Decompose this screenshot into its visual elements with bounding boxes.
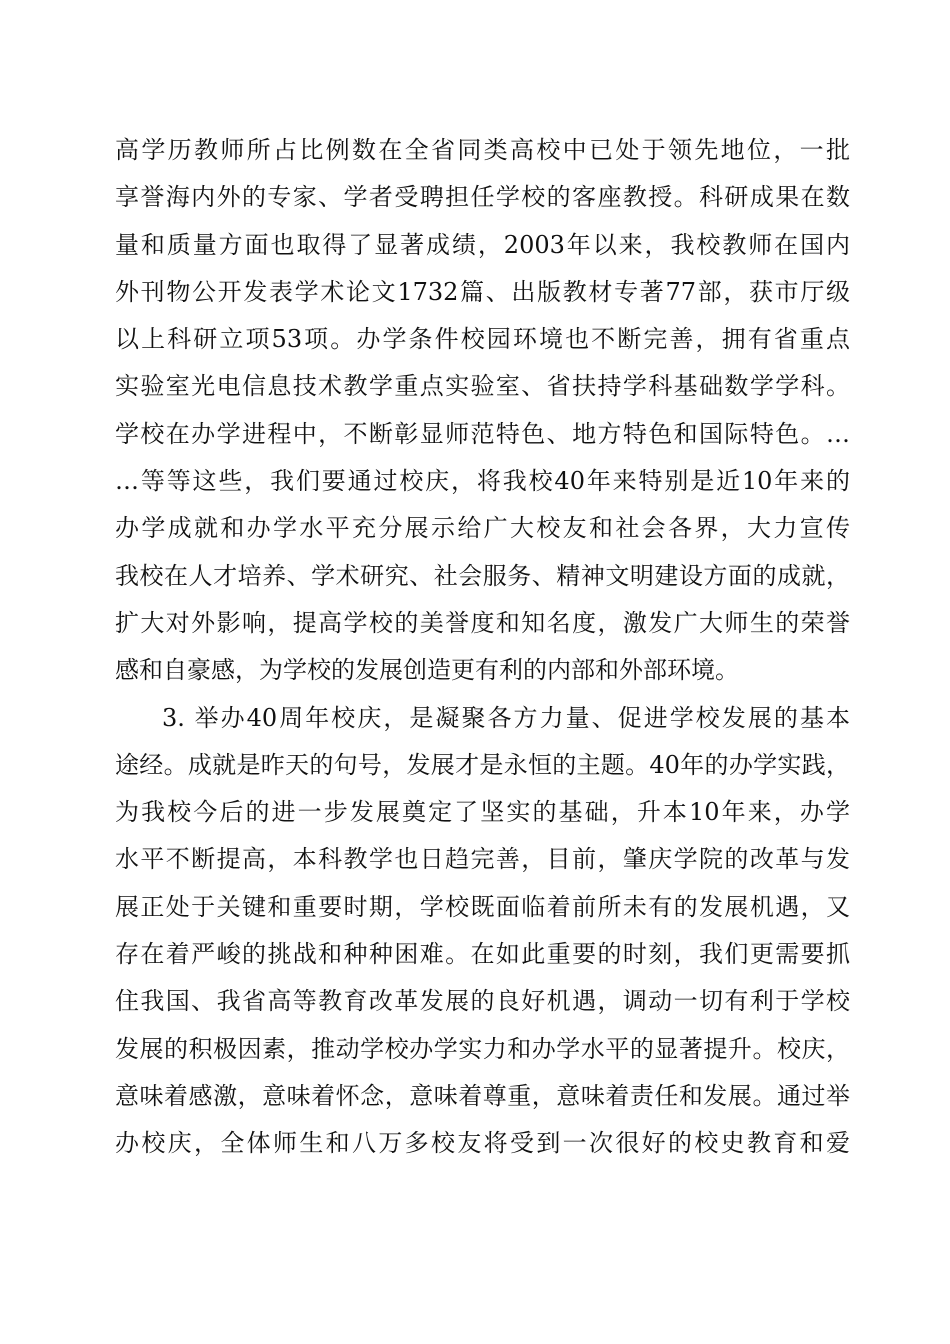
- text-line: 感和自豪感，为学校的发展创造更有利的内部和外部环境。: [115, 656, 739, 685]
- text-line: 存在着严峻的挑战和种种困难。在如此重要的时刻，我们更需要抓: [115, 940, 850, 969]
- text-line: 办学成就和办学水平充分展示给广大校友和社会各界，大力宣传: [115, 514, 850, 543]
- text-line: 实验室光电信息技术教学重点实验室、省扶持学科基础数学学科。: [115, 372, 850, 401]
- section-heading-line: 3. 举办40周年校庆，是凝聚各方力量、促进学校发展的基本: [162, 703, 850, 732]
- text-line: 水平不断提高，本科教学也日趋完善，目前，肇庆学院的改革与发: [115, 845, 850, 874]
- text-line: 途经。成就是昨天的句号，发展才是永恒的主题。40年的办学实践，: [115, 750, 850, 779]
- text-line: 意味着感激，意味着怀念，意味着尊重，意味着责任和发展。通过举: [115, 1081, 850, 1110]
- text-line: 以上科研立项53项。办学条件校园环境也不断完善，拥有省重点: [115, 325, 850, 354]
- text-line: 扩大对外影响，提高学校的美誉度和知名度，激发广大师生的荣誉: [115, 608, 850, 637]
- text-line: 住我国、我省高等教育改革发展的良好机遇，调动一切有利于学校: [115, 987, 850, 1016]
- text-line: 高学历教师所占比例数在全省同类高校中已处于领先地位，一批: [115, 136, 850, 164]
- text-line: 为我校今后的进一步发展奠定了坚实的基础，升本10年来，办学: [115, 798, 850, 827]
- text-line: 外刊物公开发表学术论文1732篇、出版教材专著77部，获市厅级: [115, 277, 850, 306]
- text-line: 学校在办学进程中，不断彰显师范特色、地方特色和国际特色。…: [115, 419, 850, 448]
- text-line: 发展的积极因素，推动学校办学实力和办学水平的显著提升。校庆，: [115, 1034, 850, 1063]
- text-line: 展正处于关键和重要时期，学校既面临着前所未有的发展机遇，又: [115, 892, 850, 921]
- text-line: 量和质量方面也取得了显著成绩，2003年以来，我校教师在国内: [115, 230, 850, 259]
- body-text: [115, 127, 850, 1168]
- text-line: …等等这些，我们要通过校庆，将我校40年来特别是近10年来的: [115, 467, 850, 496]
- text-line: 办校庆，全体师生和八万多校友将受到一次很好的校史教育和爱: [115, 1129, 850, 1158]
- text-line: 我校在人才培养、学术研究、社会服务、精神文明建设方面的成就，: [115, 561, 850, 590]
- text-line: 享誉海内外的专家、学者受聘担任学校的客座教授。科研成果在数: [115, 183, 850, 212]
